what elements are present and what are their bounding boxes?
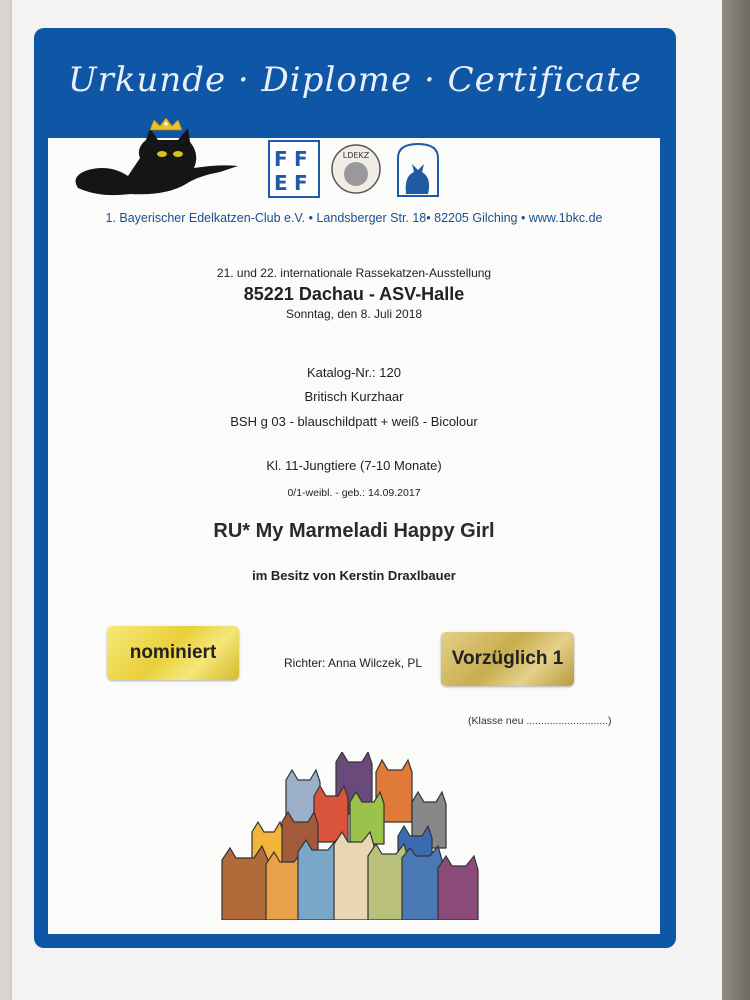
- ems-code: BSH g 03 - blauschildpatt + weiß - Bicolour: [230, 414, 478, 429]
- cat-group-illustration: [216, 752, 496, 920]
- svg-text:F: F: [294, 171, 308, 195]
- show-date: Sonntag, den 8. Juli 2018: [285, 307, 423, 321]
- breed: Britisch Kurzhaar: [304, 389, 404, 404]
- nominated-sticker: nominiert: [107, 626, 239, 680]
- entry-class: Kl. 11-Jungtiere (7-10 Monate): [266, 458, 442, 473]
- svg-text:E: E: [274, 171, 288, 195]
- sex-birthdate: 0/1-weibl. - geb.: 14.09.2017: [287, 487, 421, 499]
- certificate-title: Urkunde · Diplome · Certificate: [67, 60, 643, 100]
- fife-logo-icon: [268, 140, 320, 198]
- club-address: 1. Bayerischer Edelkatzen-Club e.V. • Landsberger Str. 18• 82205 Gilching • www.1bkc.de: [105, 211, 603, 225]
- association-logos: [268, 140, 444, 198]
- owner: im Besitz von Kerstin Draxlbauer: [252, 568, 456, 583]
- svg-text:F: F: [274, 147, 288, 171]
- catalog-number: Katalog-Nr.: 120: [307, 365, 401, 380]
- show-name: 21. und 22. internationale Rassekatzen-Ausstellung: [216, 266, 492, 280]
- svg-text:F: F: [294, 147, 308, 171]
- judge-name: Richter: Anna Wilczek, PL: [284, 656, 423, 670]
- cat-name: RU* My Marmeladi Happy Girl: [213, 520, 495, 542]
- ldekz-logo-icon: [330, 140, 382, 198]
- new-class-note: (Klasse neu ............................): [468, 715, 612, 727]
- grade-sticker: Vorzüglich 1: [441, 632, 574, 686]
- svg-text:LDEKZ: LDEKZ: [342, 151, 370, 160]
- crowned-cat-icon: [70, 118, 240, 202]
- cat-emblem-icon: [392, 140, 444, 198]
- table-background: [722, 0, 750, 1000]
- show-location: 85221 Dachau - ASV-Halle: [243, 284, 465, 304]
